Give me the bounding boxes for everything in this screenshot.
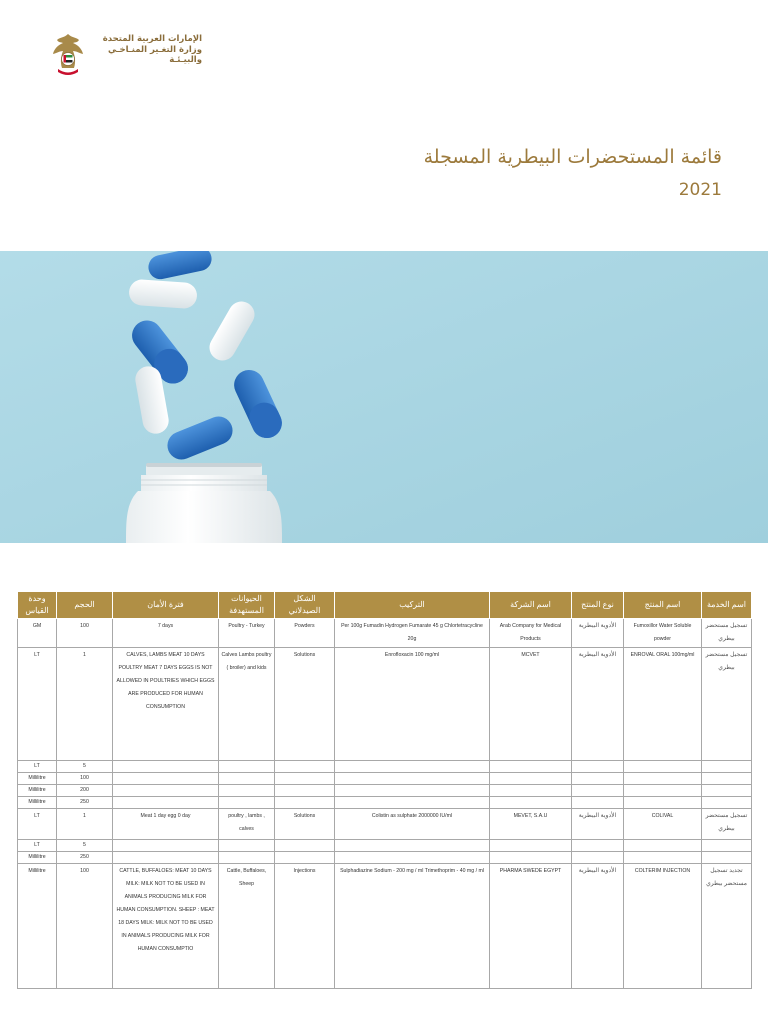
header-product-name: اسم المنتج: [624, 592, 702, 619]
header-service-name: اسم الخدمة: [702, 592, 752, 619]
document-title: قائمة المستحضرات البيطرية المسجلة: [423, 146, 722, 168]
cell-type: [572, 785, 624, 797]
cell-withdrawal: [113, 785, 219, 797]
cell-animals: [219, 840, 275, 852]
cell-withdrawal: [113, 852, 219, 864]
cell-company: [490, 797, 572, 809]
cell-animals: Cattle, Buffaloes, Sheep: [219, 864, 275, 989]
cell-type: [572, 797, 624, 809]
cell-volume: 100: [57, 619, 113, 648]
ministry-name: [90, 34, 202, 66]
header-volume: الحجم: [57, 592, 113, 619]
cell-company: Arab Company for Medical Products: [490, 619, 572, 648]
cell-withdrawal: CATTLE, BUFFALOES: MEAT 10 DAYS MILK: MILK NOT TO BE USED IN ANIMALS PRODUCING MILK FOR HUMAN CONSUMPTION. SHEEP : MEAT 18 DAYS MILK: MILK NOT TO BE USED IN ANIMALS PRODUCING MILK FOR HUMAN CONSUMPTIO: [113, 864, 219, 989]
ministry-line-2: وزارة التغـير المنـاخـي: [108, 44, 202, 55]
cell-unit: GM: [18, 619, 57, 648]
cell-animals: poultry , lambs , calves: [219, 809, 275, 840]
cell-composition: Colistin as sulphate 2000000 IU/ml: [335, 809, 490, 840]
cell-product: [624, 773, 702, 785]
cell-company: MCVET: [490, 648, 572, 761]
table-row: [18, 840, 752, 852]
table-row: [18, 773, 752, 785]
cell-product: [624, 761, 702, 773]
cell-type: [572, 761, 624, 773]
ministry-line-1: الإمارات العربية المتحدة: [102, 34, 202, 44]
cell-form: Injections: [275, 864, 335, 989]
cell-service: [702, 840, 752, 852]
table-row: [18, 864, 752, 989]
header-dosage-form: الشكل الصيدلاني: [275, 592, 335, 619]
header-target-animals: الحيوانات المستهدفة: [219, 592, 275, 619]
header-withdrawal-period: فترة الأمان: [113, 592, 219, 619]
cell-animals: [219, 785, 275, 797]
cell-withdrawal: [113, 840, 219, 852]
cell-service: تسجيل مستحضر بيطري: [702, 809, 752, 840]
cell-type: [572, 840, 624, 852]
cell-animals: [219, 852, 275, 864]
cell-volume: 250: [57, 852, 113, 864]
registered-products-table: [17, 591, 752, 989]
table-row: [18, 761, 752, 773]
header-unit: وحدة القياس: [18, 592, 57, 619]
table-row: [18, 648, 752, 761]
cell-product: COLIVAL: [624, 809, 702, 840]
cell-type: [572, 773, 624, 785]
cell-composition: [335, 761, 490, 773]
capsules-illustration: [0, 251, 768, 543]
cell-unit: Millilitre: [18, 785, 57, 797]
table-row: [18, 852, 752, 864]
cell-product: [624, 840, 702, 852]
cell-form: [275, 773, 335, 785]
cell-company: MEVET, S.A.U: [490, 809, 572, 840]
cell-product: [624, 797, 702, 809]
table-row: [18, 797, 752, 809]
cell-composition: Enrofloxacin 100 mg/ml: [335, 648, 490, 761]
products-table-container: [17, 591, 751, 989]
header-composition: التركيب: [335, 592, 490, 619]
cell-unit: LT: [18, 809, 57, 840]
cell-withdrawal: [113, 773, 219, 785]
cell-animals: Poultry - Turkey: [219, 619, 275, 648]
cell-unit: Millilitre: [18, 864, 57, 989]
pill-bottle: [126, 463, 282, 543]
cell-composition: [335, 797, 490, 809]
cell-company: [490, 773, 572, 785]
cell-service: تسجيل مستحضر بيطري: [702, 619, 752, 648]
cell-form: [275, 852, 335, 864]
cell-volume: 5: [57, 840, 113, 852]
ministry-logo: [50, 32, 210, 78]
cell-withdrawal: [113, 797, 219, 809]
cell-service: [702, 761, 752, 773]
cell-form: Powders: [275, 619, 335, 648]
cell-service: تجديد تسجيل مستحضر بيطري: [702, 864, 752, 989]
cell-composition: [335, 852, 490, 864]
cell-form: Solutions: [275, 648, 335, 761]
cell-volume: 200: [57, 785, 113, 797]
cell-withdrawal: Meat 1 day egg 0 day: [113, 809, 219, 840]
cell-company: [490, 852, 572, 864]
table-row: [18, 785, 752, 797]
cell-form: [275, 797, 335, 809]
cell-unit: LT: [18, 840, 57, 852]
cell-unit: LT: [18, 648, 57, 761]
cell-service: [702, 852, 752, 864]
cell-product: [624, 785, 702, 797]
table-row: [18, 619, 752, 648]
cell-product: COLTERIM INJECTION: [624, 864, 702, 989]
cell-type: [572, 852, 624, 864]
cell-company: [490, 761, 572, 773]
cell-animals: [219, 797, 275, 809]
cell-company: [490, 785, 572, 797]
document-year: 2021: [678, 180, 722, 200]
cell-service: [702, 797, 752, 809]
header-product-type: نوع المنتج: [572, 592, 624, 619]
cell-type: الأدوية البيطرية: [572, 648, 624, 761]
cell-unit: Millilitre: [18, 797, 57, 809]
cell-form: Solutions: [275, 809, 335, 840]
cell-product: [624, 852, 702, 864]
cell-product: ENROVAL ORAL 100mg/ml: [624, 648, 702, 761]
cell-withdrawal: 7 days: [113, 619, 219, 648]
cell-composition: [335, 840, 490, 852]
cell-withdrawal: [113, 761, 219, 773]
cell-volume: 100: [57, 773, 113, 785]
table-header-row: [18, 592, 752, 619]
ministry-line-3: والبيـئـة: [169, 55, 202, 65]
cell-animals: [219, 761, 275, 773]
capsule-white: [128, 279, 198, 310]
header-company-name: اسم الشركة: [490, 592, 572, 619]
cell-volume: 5: [57, 761, 113, 773]
cell-withdrawal: CALVES, LAMBS MEAT 10 DAYS POULTRY MEAT 7 DAYS EGGS IS NOT ALLOWED IN POULTRIES WHICH EGGS ARE PRODUCED FOR HUMAN CONSUMPTION: [113, 648, 219, 761]
cell-unit: LT: [18, 761, 57, 773]
cell-volume: 1: [57, 809, 113, 840]
cell-composition: Per 100g Fumadin Hydrogen Fumarate 45 g Chlortetracycline 20g: [335, 619, 490, 648]
cell-type: الأدوية البيطرية: [572, 864, 624, 989]
cell-product: Fumoxillor Water Soluble powder: [624, 619, 702, 648]
cell-service: تسجيل مستحضر بيطري: [702, 648, 752, 761]
cell-animals: Calves Lambs poultry ( broiler) and kids: [219, 648, 275, 761]
cell-service: [702, 773, 752, 785]
cell-volume: 100: [57, 864, 113, 989]
cell-unit: Millilitre: [18, 773, 57, 785]
cell-service: [702, 785, 752, 797]
cell-type: الأدوية البيطرية: [572, 809, 624, 840]
cell-company: PHARMA SWEDE EGYPT: [490, 864, 572, 989]
cell-composition: [335, 785, 490, 797]
cell-animals: [219, 773, 275, 785]
cell-form: [275, 785, 335, 797]
cell-form: [275, 840, 335, 852]
falcon-emblem-icon: [50, 32, 86, 76]
cell-composition: [335, 773, 490, 785]
table-row: [18, 809, 752, 840]
cell-composition: Sulphadiazine Sodium - 200 mg / ml Trimethoprim - 40 mg / ml: [335, 864, 490, 989]
cell-company: [490, 840, 572, 852]
cell-unit: Millilitre: [18, 852, 57, 864]
cell-volume: 250: [57, 797, 113, 809]
cell-form: [275, 761, 335, 773]
cell-volume: 1: [57, 648, 113, 761]
cell-type: الأدوية البيطرية: [572, 619, 624, 648]
hero-image: [0, 251, 768, 543]
